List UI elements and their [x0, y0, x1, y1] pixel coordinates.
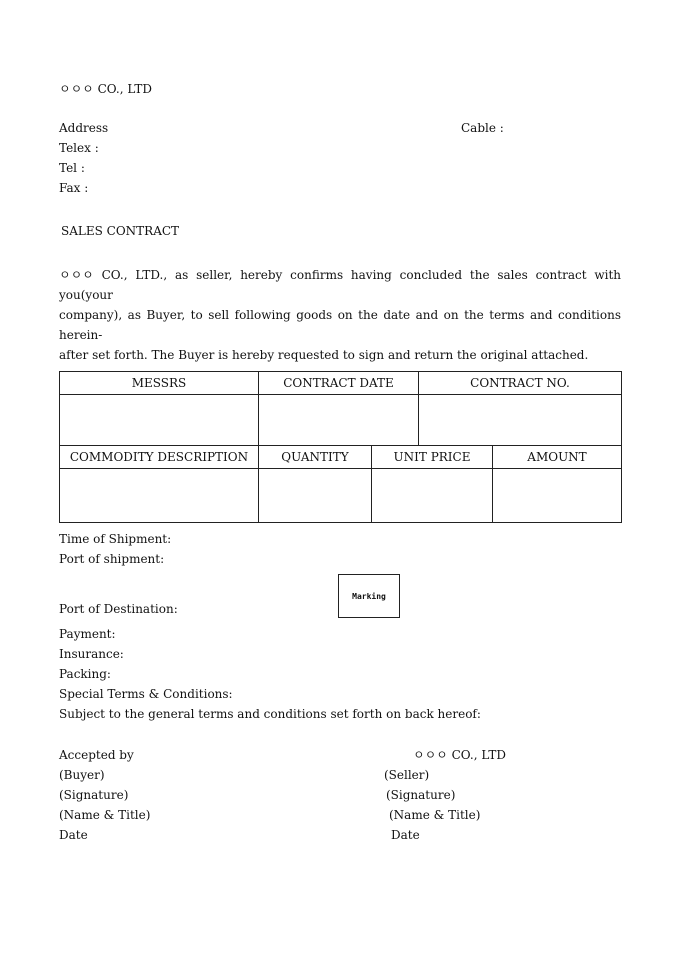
- header-messrs: MESSRS: [60, 372, 259, 395]
- cell-messrs[interactable]: [60, 395, 259, 446]
- intro-line-4: herein-: [59, 328, 103, 342]
- port-of-destination-label: Port of Destination:: [59, 602, 178, 616]
- seller-role-label: (Seller): [384, 768, 430, 782]
- intro-line-1: ㅇㅇㅇ CO., LTD., as seller, hereby confirms having concluded the sales contract with: [59, 268, 621, 282]
- cell-contract-no[interactable]: [419, 395, 622, 446]
- time-of-shipment-label: Time of Shipment:: [59, 532, 172, 546]
- tel-label: Tel :: [59, 161, 85, 175]
- packing-label: Packing:: [59, 667, 111, 681]
- buyer-date-label: Date: [59, 828, 88, 842]
- cable-label: Cable :: [461, 121, 504, 135]
- cell-unit-price[interactable]: [372, 469, 493, 523]
- intro-line-2: you(your: [59, 288, 113, 302]
- header-contract-date: CONTRACT DATE: [259, 372, 419, 395]
- header-amount: AMOUNT: [493, 446, 622, 469]
- seller-date-label: Date: [391, 828, 420, 842]
- port-of-shipment-label: Port of shipment:: [59, 552, 165, 566]
- subject-line: Subject to the general terms and conditions set forth on back hereof:: [59, 707, 481, 721]
- company-name: ㅇㅇㅇ CO., LTD: [59, 82, 152, 96]
- marking-label: Marking: [352, 591, 386, 601]
- header-commodity-description: COMMODITY DESCRIPTION: [60, 446, 259, 469]
- cell-commodity-description[interactable]: [60, 469, 259, 523]
- telex-label: Telex :: [59, 141, 99, 155]
- special-terms-label: Special Terms & Conditions:: [59, 687, 233, 701]
- cell-amount[interactable]: [493, 469, 622, 523]
- buyer-role-label: (Buyer): [59, 768, 105, 782]
- seller-company-name: ㅇㅇㅇ CO., LTD: [413, 748, 506, 762]
- accepted-by-label: Accepted by: [59, 748, 134, 762]
- buyer-name-title-label: (Name & Title): [59, 808, 151, 822]
- header-contract-no: CONTRACT NO.: [419, 372, 622, 395]
- intro-line-5: after set forth. The Buyer is hereby requested to sign and return the original attached.: [59, 348, 589, 362]
- fax-label: Fax :: [59, 181, 89, 195]
- insurance-label: Insurance:: [59, 647, 124, 661]
- header-quantity: QUANTITY: [259, 446, 372, 469]
- address-label: Address: [59, 121, 109, 135]
- seller-signature-label: (Signature): [386, 788, 456, 802]
- header-unit-price: UNIT PRICE: [372, 446, 493, 469]
- cell-quantity[interactable]: [259, 469, 372, 523]
- seller-name-title-label: (Name & Title): [389, 808, 481, 822]
- cell-contract-date[interactable]: [259, 395, 419, 446]
- contract-table: [59, 371, 622, 523]
- intro-line-3: company), as Buyer, to sell following goods on the date and on the terms and conditions: [59, 308, 621, 322]
- buyer-signature-label: (Signature): [59, 788, 129, 802]
- document-title: SALES CONTRACT: [61, 224, 180, 238]
- marking-box: [338, 574, 400, 618]
- payment-label: Payment:: [59, 627, 116, 641]
